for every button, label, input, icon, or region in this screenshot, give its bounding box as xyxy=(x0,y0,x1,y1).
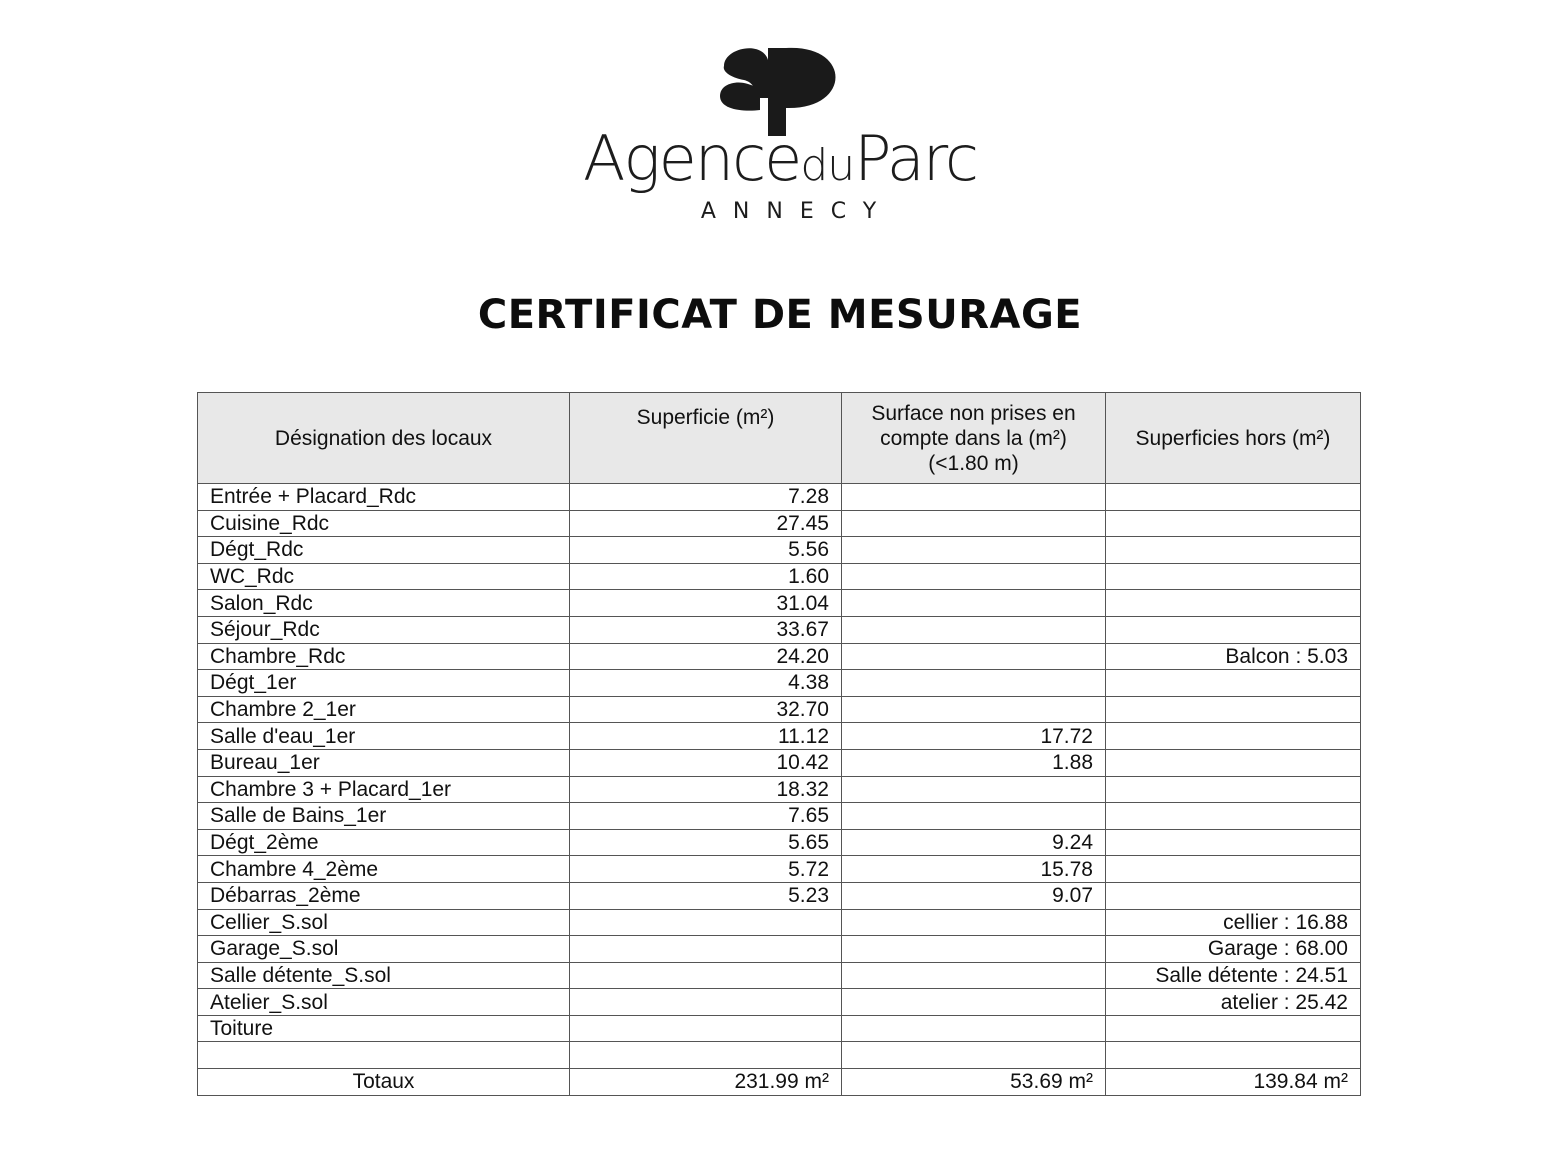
cell-excluded: 9.24 xyxy=(842,829,1106,856)
header-outside: Superficies hors (m²) xyxy=(1106,393,1361,484)
cell-outside xyxy=(1106,670,1361,697)
cell-designation: Entrée + Placard_Rdc xyxy=(198,484,570,511)
table-row xyxy=(198,1042,1361,1069)
table-row xyxy=(198,537,1361,564)
cell-excluded xyxy=(842,484,1106,511)
cell-surface: 5.65 xyxy=(570,829,842,856)
cell-surface xyxy=(570,909,842,936)
table-row xyxy=(198,936,1361,963)
table-row xyxy=(198,590,1361,617)
cell-excluded xyxy=(842,616,1106,643)
cell-outside xyxy=(1106,537,1361,564)
cell-excluded xyxy=(842,537,1106,564)
cell-outside xyxy=(1106,696,1361,723)
cell-outside xyxy=(1106,882,1361,909)
cell-designation: Salle d'eau_1er xyxy=(198,723,570,750)
measurement-table xyxy=(197,392,1361,1096)
cell-excluded xyxy=(842,936,1106,963)
brand-name xyxy=(0,122,1560,195)
cell-surface xyxy=(570,936,842,963)
header-designation: Désignation des locaux xyxy=(198,393,570,484)
table-row xyxy=(198,856,1361,883)
cell-designation: Séjour_Rdc xyxy=(198,616,570,643)
cell-designation: Salle de Bains_1er xyxy=(198,803,570,830)
brand-city: ANNECY xyxy=(700,199,894,224)
cell-designation: Atelier_S.sol xyxy=(198,989,570,1016)
table-row xyxy=(198,749,1361,776)
header-excluded: Surface non prises en compte dans la (m²) (<1.80 m) xyxy=(842,393,1106,484)
cell-excluded xyxy=(842,989,1106,1016)
cell-designation: Cellier_S.sol xyxy=(198,909,570,936)
cell-surface: 5.56 xyxy=(570,537,842,564)
cell-surface xyxy=(570,962,842,989)
cell-outside xyxy=(1106,1015,1361,1042)
cell-designation xyxy=(198,1042,570,1069)
cell-excluded xyxy=(842,590,1106,617)
table-row xyxy=(198,616,1361,643)
totals-excluded: 53.69 m² xyxy=(842,1069,1106,1096)
cell-surface xyxy=(570,1042,842,1069)
cell-outside xyxy=(1106,563,1361,590)
totals-label: Totaux xyxy=(198,1069,570,1096)
brand-end: Parc xyxy=(854,122,977,195)
table-row xyxy=(198,510,1361,537)
cell-surface: 10.42 xyxy=(570,749,842,776)
table-row xyxy=(198,696,1361,723)
cell-outside xyxy=(1106,829,1361,856)
table-row xyxy=(198,723,1361,750)
cell-surface: 32.70 xyxy=(570,696,842,723)
cell-excluded xyxy=(842,696,1106,723)
page-title: CERTIFICAT DE MESURAGE xyxy=(477,292,1083,338)
table-row xyxy=(198,962,1361,989)
cell-excluded xyxy=(842,1015,1106,1042)
table-row xyxy=(198,909,1361,936)
brand-main: Agence xyxy=(583,122,801,195)
cell-surface: 18.32 xyxy=(570,776,842,803)
header-surface: Superficie (m²) xyxy=(570,393,842,484)
cell-outside: Garage : 68.00 xyxy=(1106,936,1361,963)
cell-excluded xyxy=(842,962,1106,989)
cell-surface: 5.72 xyxy=(570,856,842,883)
cell-outside: atelier : 25.42 xyxy=(1106,989,1361,1016)
cell-designation: Toiture xyxy=(198,1015,570,1042)
table-row xyxy=(198,643,1361,670)
table-row xyxy=(198,829,1361,856)
cell-outside: Balcon : 5.03 xyxy=(1106,643,1361,670)
cell-designation: Dégt_1er xyxy=(198,670,570,697)
cell-designation: Débarras_2ème xyxy=(198,882,570,909)
cell-excluded: 9.07 xyxy=(842,882,1106,909)
cell-surface: 5.23 xyxy=(570,882,842,909)
cell-designation: Chambre 2_1er xyxy=(198,696,570,723)
cell-excluded xyxy=(842,563,1106,590)
totals-row xyxy=(198,1069,1361,1096)
cell-surface: 11.12 xyxy=(570,723,842,750)
cell-designation: Chambre 3 + Placard_1er xyxy=(198,776,570,803)
cell-excluded: 15.78 xyxy=(842,856,1106,883)
cell-designation: WC_Rdc xyxy=(198,563,570,590)
table-row xyxy=(198,484,1361,511)
cell-outside xyxy=(1106,590,1361,617)
cell-surface xyxy=(570,1015,842,1042)
cell-designation: Dégt_2ème xyxy=(198,829,570,856)
cell-surface: 7.28 xyxy=(570,484,842,511)
cell-surface: 4.38 xyxy=(570,670,842,697)
cell-outside: cellier : 16.88 xyxy=(1106,909,1361,936)
table-row xyxy=(198,563,1361,590)
cell-designation: Chambre 4_2ème xyxy=(198,856,570,883)
cell-excluded xyxy=(842,510,1106,537)
cell-outside xyxy=(1106,616,1361,643)
brand-small: du xyxy=(800,140,855,191)
cell-surface: 33.67 xyxy=(570,616,842,643)
cell-outside xyxy=(1106,723,1361,750)
table-header-row xyxy=(198,393,1361,484)
cell-excluded xyxy=(842,909,1106,936)
cell-surface: 7.65 xyxy=(570,803,842,830)
cell-excluded xyxy=(842,670,1106,697)
table-row xyxy=(198,1015,1361,1042)
table-row xyxy=(198,670,1361,697)
cell-excluded xyxy=(842,1042,1106,1069)
cell-excluded: 17.72 xyxy=(842,723,1106,750)
table-row xyxy=(198,803,1361,830)
cell-outside xyxy=(1106,749,1361,776)
cell-surface xyxy=(570,989,842,1016)
totals-surface: 231.99 m² xyxy=(570,1069,842,1096)
cell-outside xyxy=(1106,776,1361,803)
cell-surface: 24.20 xyxy=(570,643,842,670)
table-row xyxy=(198,882,1361,909)
totals-outside: 139.84 m² xyxy=(1106,1069,1361,1096)
cell-outside xyxy=(1106,1042,1361,1069)
table-row xyxy=(198,989,1361,1016)
cell-surface: 27.45 xyxy=(570,510,842,537)
cell-designation: Salle détente_S.sol xyxy=(198,962,570,989)
cell-designation: Cuisine_Rdc xyxy=(198,510,570,537)
cell-outside xyxy=(1106,803,1361,830)
cell-outside xyxy=(1106,484,1361,511)
cell-excluded: 1.88 xyxy=(842,749,1106,776)
cell-excluded xyxy=(842,643,1106,670)
cell-designation: Dégt_Rdc xyxy=(198,537,570,564)
cell-designation: Chambre_Rdc xyxy=(198,643,570,670)
cell-outside xyxy=(1106,510,1361,537)
table-row xyxy=(198,776,1361,803)
cell-designation: Bureau_1er xyxy=(198,749,570,776)
cell-outside xyxy=(1106,856,1361,883)
cell-designation: Garage_S.sol xyxy=(198,936,570,963)
cell-excluded xyxy=(842,803,1106,830)
cell-surface: 1.60 xyxy=(570,563,842,590)
cell-outside: Salle détente : 24.51 xyxy=(1106,962,1361,989)
cell-surface: 31.04 xyxy=(570,590,842,617)
cell-designation: Salon_Rdc xyxy=(198,590,570,617)
cell-excluded xyxy=(842,776,1106,803)
